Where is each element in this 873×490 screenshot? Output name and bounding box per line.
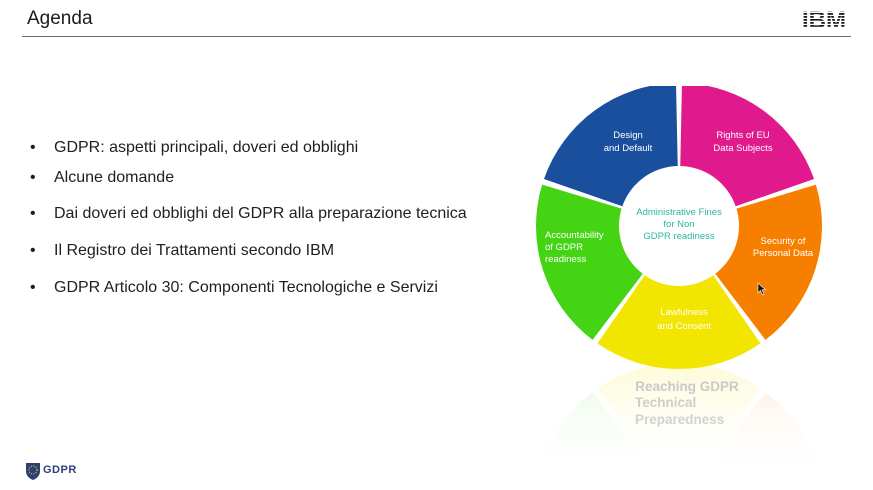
center-label-line3: GDPR readiness: [643, 231, 715, 242]
title-divider: [22, 36, 851, 37]
ibm-logo-text: IBM: [802, 7, 846, 31]
agenda-item-text: GDPR: aspetti principali, doveri ed obblighi: [54, 139, 359, 156]
segment-label-lawfulness-line2: and Consent: [657, 321, 711, 332]
agenda-item: [30, 279, 467, 297]
bullet-icon: •: [30, 242, 36, 259]
segment-label-accountability-line3: readiness: [545, 254, 587, 265]
segment-label-accountability-line2: of GDPR: [545, 242, 584, 253]
reflection-caption-line3: Preparedness: [635, 412, 725, 427]
segment-label-lawfulness: Lawfulness: [660, 307, 708, 318]
gdpr-wheel-diagram: [532, 86, 832, 466]
reflection-caption-line2: Technical: [635, 395, 697, 410]
agenda-item-text: GDPR Articolo 30: Componenti Tecnologiche e Servizi: [54, 279, 438, 296]
agenda-item-text: Alcune domande: [54, 169, 175, 186]
agenda-item: [30, 139, 467, 157]
bullet-icon: •: [30, 279, 36, 296]
center-label-line1: Administrative Fines: [636, 207, 722, 218]
agenda-item: [30, 242, 467, 260]
agenda-item-text: Il Registro dei Trattamenti secondo IBM: [54, 242, 335, 259]
agenda-item-text: Dai doveri ed obblighi del GDPR alla preparazione tecnica: [54, 205, 467, 222]
center-label-line2: for Non: [663, 219, 695, 230]
segment-label-design-line2: and Default: [603, 143, 653, 154]
segment-label-design: Design: [613, 130, 643, 141]
agenda-item: [30, 205, 467, 223]
ibm-logo-icon: [797, 7, 851, 31]
reflection-caption-line1: Reaching GDPR: [635, 379, 739, 394]
segment-label-security: Security of: [760, 236, 806, 247]
bullet-icon: •: [30, 169, 36, 186]
agenda-item: [30, 169, 467, 187]
gdpr-logo-text: GDPR: [43, 464, 77, 476]
segment-label-rights: Rights of EU: [716, 130, 770, 141]
bullet-icon: •: [30, 139, 36, 156]
segment-label-security-line2: Personal Data: [752, 248, 814, 259]
segment-label-rights-line2: Data Subjects: [713, 143, 773, 154]
slide-title: Agenda: [27, 8, 93, 29]
mouse-pointer-icon: [757, 282, 767, 296]
segment-label-accountability: Accountability: [545, 230, 604, 241]
agenda-list: [30, 139, 467, 297]
bullet-icon: •: [30, 205, 36, 222]
